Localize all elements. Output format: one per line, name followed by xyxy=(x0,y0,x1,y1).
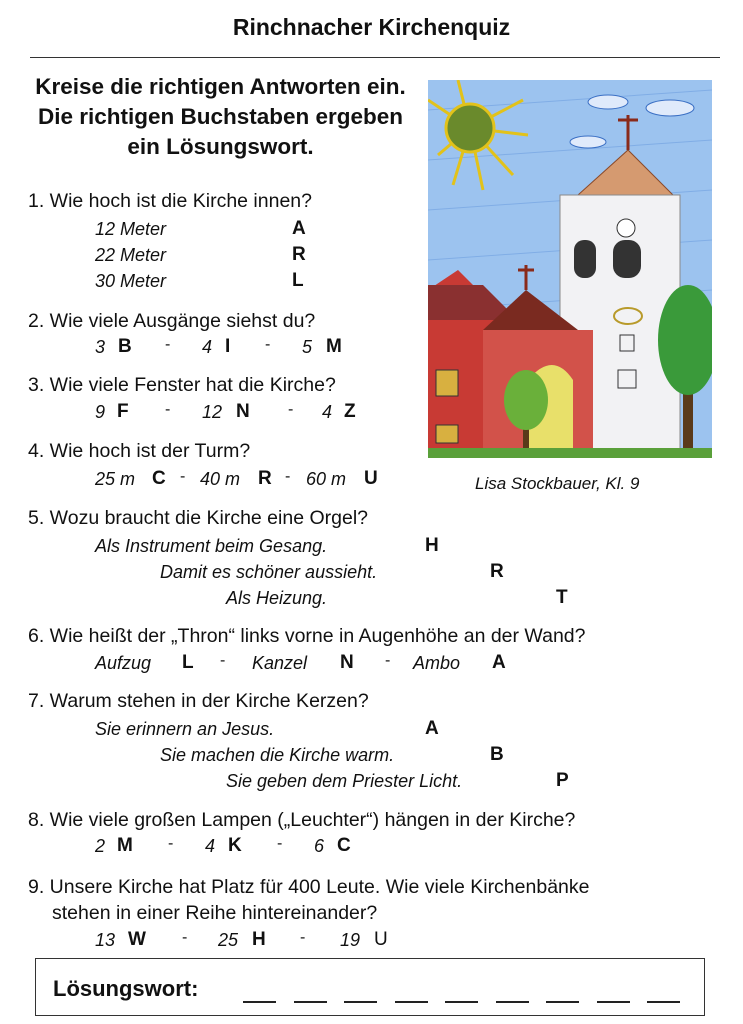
q1-option-text: 22 Meter xyxy=(95,245,167,265)
cloud-icon xyxy=(588,95,628,109)
q7-option-text: Sie erinnern an Jesus. xyxy=(95,719,275,739)
q1-option-text: 30 Meter xyxy=(95,271,167,291)
q2-option-text: 3 xyxy=(95,337,106,357)
clock-icon xyxy=(617,219,635,237)
question-6: 6. Wie heißt der „Thron“ links vorne in Augenhöhe an der Wand? xyxy=(28,625,586,647)
answer-blank[interactable] xyxy=(647,1001,680,1003)
q7-option-letter[interactable]: P xyxy=(556,770,569,791)
separator: - xyxy=(165,401,171,418)
answer-blank[interactable] xyxy=(445,1001,478,1003)
answer-label: Lösungswort: xyxy=(53,976,199,1001)
q7-option-letter[interactable]: A xyxy=(425,718,439,739)
question-2: 2. Wie viele Ausgänge siehst du? xyxy=(28,310,316,332)
church-drawing xyxy=(428,80,712,458)
q2-option-text: 4 xyxy=(202,337,213,357)
q8-option-letter[interactable]: M xyxy=(117,835,133,856)
answer-blank[interactable] xyxy=(344,1001,377,1003)
question-5: 5. Wozu braucht die Kirche eine Orgel? xyxy=(28,507,368,529)
grass xyxy=(428,448,712,458)
separator: - xyxy=(300,929,306,946)
q2-option-letter[interactable]: I xyxy=(225,336,231,357)
separator: - xyxy=(288,401,294,418)
q7-option-text: Sie geben dem Priester Licht. xyxy=(226,771,463,791)
answer-blank[interactable] xyxy=(243,1001,276,1003)
q4-option-text: 40 m xyxy=(200,469,241,489)
q5-option-text: Als Instrument beim Gesang. xyxy=(95,536,328,556)
separator: - xyxy=(265,336,271,353)
q8-option-letter[interactable]: K xyxy=(228,835,242,856)
q4-option-text: 25 m xyxy=(95,469,136,489)
q9-option-text: 25 xyxy=(218,930,239,950)
separator: - xyxy=(165,336,171,353)
q8-option-text: 2 xyxy=(95,836,106,856)
page-title: Rinchnacher Kirchenquiz xyxy=(232,14,511,40)
question-9-line2: stehen in einer Reihe hintereinander? xyxy=(52,902,378,924)
q6-option-text: Ambo xyxy=(413,653,461,673)
q4-option-letter[interactable]: U xyxy=(364,468,378,489)
q2-option-letter[interactable]: M xyxy=(326,336,342,357)
q1-option-letter[interactable]: A xyxy=(292,218,306,239)
q3-option-text: 12 xyxy=(202,402,223,422)
q5-option-letter[interactable]: H xyxy=(425,535,439,556)
q9-option-text: 13 xyxy=(95,930,116,950)
question-8: 8. Wie viele großen Lampen („Leuchter“) hängen in der Kirche? xyxy=(28,809,576,831)
q5-option-text: Damit es schöner aussieht. xyxy=(160,562,378,582)
answer-blank[interactable] xyxy=(294,1001,327,1003)
q8-option-letter[interactable]: C xyxy=(337,835,351,856)
question-7: 7. Warum stehen in der Kirche Kerzen? xyxy=(28,690,369,712)
q4-option-letter[interactable]: C xyxy=(152,468,166,489)
q3-option-text: 9 xyxy=(95,402,106,422)
q9-option-letter[interactable]: W xyxy=(128,929,146,950)
q3-option-letter[interactable]: N xyxy=(236,401,250,422)
drawing-caption: Lisa Stockbauer, Kl. 9 xyxy=(475,474,640,493)
q3-option-letter[interactable]: F xyxy=(117,401,129,422)
q2-option-letter[interactable]: B xyxy=(118,336,132,357)
question-3: 3. Wie viele Fenster hat die Kirche? xyxy=(28,374,336,396)
q9-option-letter[interactable]: H xyxy=(252,929,266,950)
q3-option-text: 4 xyxy=(322,402,333,422)
separator: - xyxy=(168,835,174,852)
q5-option-text: Als Heizung. xyxy=(226,588,328,608)
q8-option-text: 6 xyxy=(314,836,325,856)
answer-blank[interactable] xyxy=(597,1001,630,1003)
q6-option-text: Kanzel xyxy=(252,653,308,673)
q6-option-letter[interactable]: L xyxy=(182,652,194,673)
q1-option-letter[interactable]: R xyxy=(292,244,306,265)
cloud-icon xyxy=(570,136,606,148)
q2-option-text: 5 xyxy=(302,337,313,357)
separator: - xyxy=(180,468,186,485)
q9-option-text: 19 xyxy=(340,930,361,950)
q9-option-letter[interactable]: U xyxy=(374,929,388,950)
q7-option-letter[interactable]: B xyxy=(490,744,504,765)
q8-option-text: 4 xyxy=(205,836,216,856)
q6-option-letter[interactable]: A xyxy=(492,652,506,673)
answer-blank[interactable] xyxy=(496,1001,529,1003)
q4-option-text: 60 m xyxy=(306,469,347,489)
answer-blank[interactable] xyxy=(395,1001,428,1003)
answer-blank[interactable] xyxy=(546,1001,579,1003)
separator: - xyxy=(285,468,291,485)
separator: - xyxy=(277,835,283,852)
q4-option-letter[interactable]: R xyxy=(258,468,272,489)
separator: - xyxy=(220,652,226,669)
q5-option-letter[interactable]: T xyxy=(556,587,568,608)
q5-option-letter[interactable]: R xyxy=(490,561,504,582)
q6-option-letter[interactable]: N xyxy=(340,652,354,673)
question-9: 9. Unsere Kirche hat Platz für 400 Leute. Wie viele Kirchenbänke xyxy=(28,876,590,898)
question-1: 1. Wie hoch ist die Kirche innen? xyxy=(28,190,312,212)
intro-text: Kreise die richtigen Antworten ein. Die richtigen Buchstaben ergeben ein Lösungswort. xyxy=(35,74,406,159)
q6-option-text: Aufzug xyxy=(95,653,152,673)
q7-option-text: Sie machen die Kirche warm. xyxy=(160,745,395,765)
q1-option-letter[interactable]: L xyxy=(292,270,304,291)
separator: - xyxy=(182,929,188,946)
title-divider xyxy=(30,57,720,58)
q3-option-letter[interactable]: Z xyxy=(344,401,356,422)
q1-option-text: 12 Meter xyxy=(95,219,167,239)
question-4: 4. Wie hoch ist der Turm? xyxy=(28,440,251,462)
cloud-icon xyxy=(646,100,694,116)
separator: - xyxy=(385,652,391,669)
